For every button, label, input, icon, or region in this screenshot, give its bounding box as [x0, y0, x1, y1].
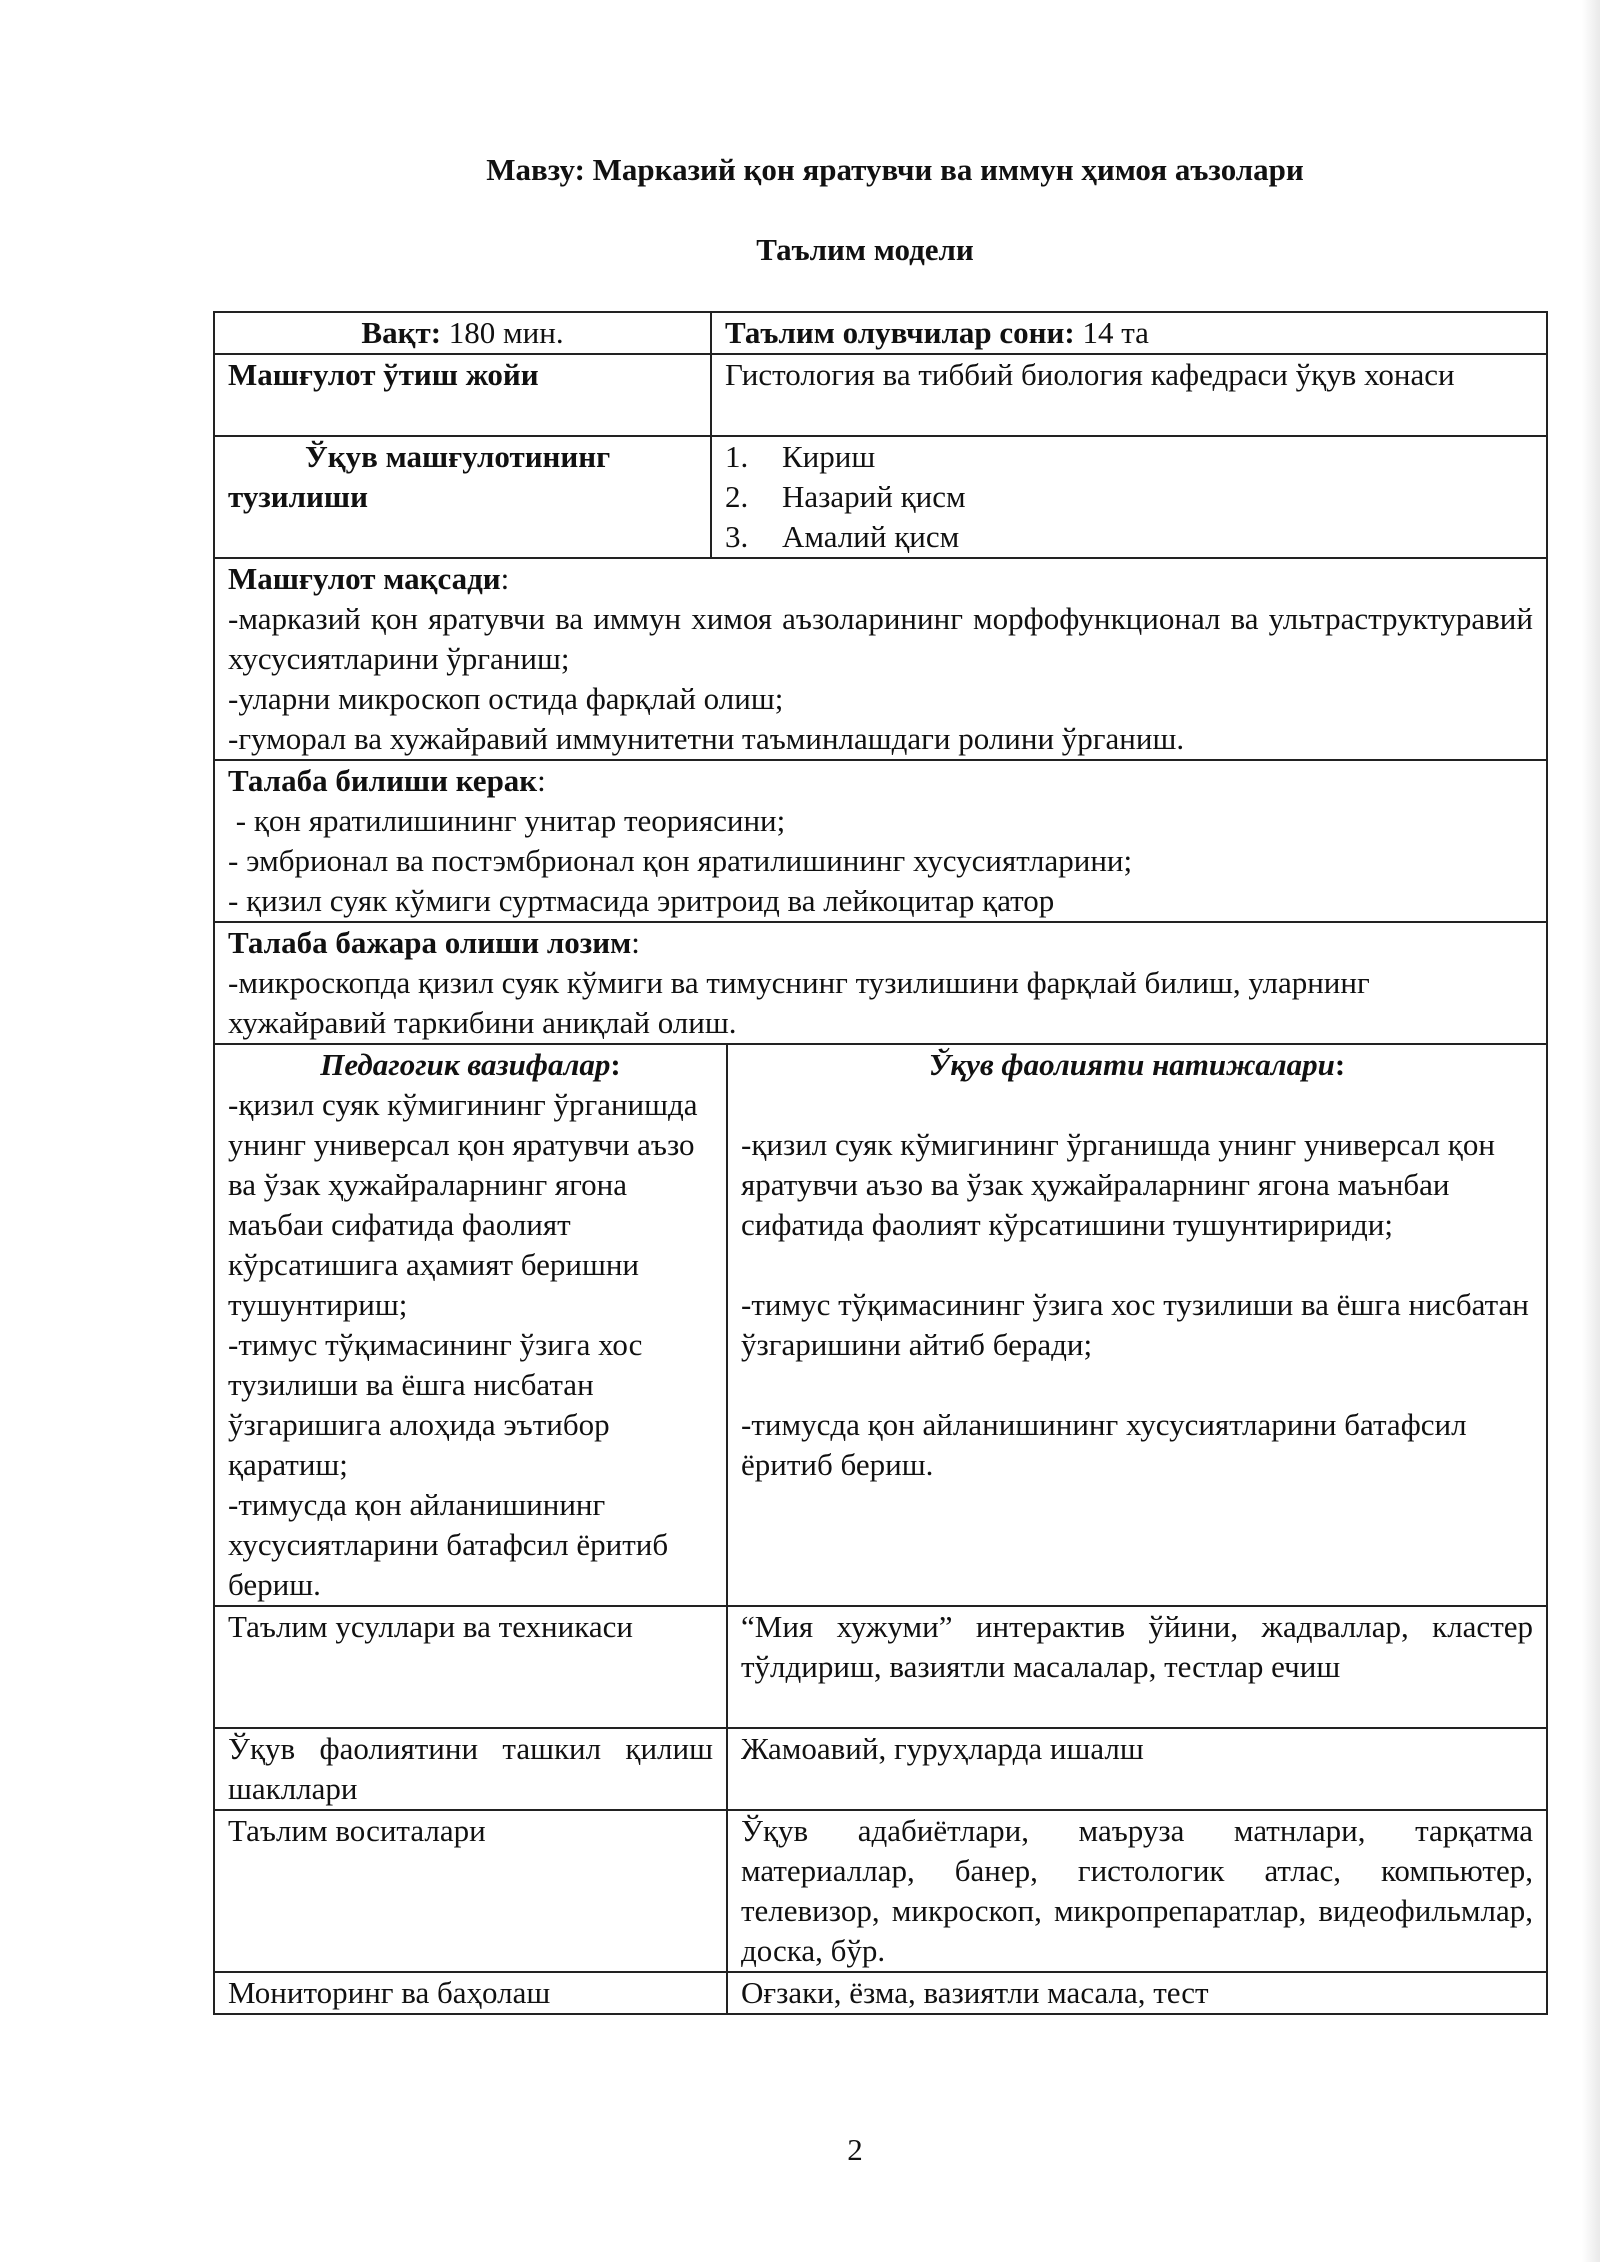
pedagogic-item: -қизил суяк кўмигининг ўрганишда унинг универсал қон яратувчи аъзо ва ўзак ҳужайраларнинг ягона маъбаи сифатида фаолият кўрсатишига аҳамият беришни тушунтириш;: [228, 1087, 698, 1322]
education-model-table: [213, 311, 1548, 2015]
results-cell: [727, 1044, 1547, 1606]
table-row: [214, 1044, 1547, 1606]
monitor-label: Мониторинг ва баҳолаш: [214, 1972, 727, 2014]
students-label: Таълим олувчилар сони:: [725, 315, 1075, 350]
results-item: -тимус тўқимасининг ўзига хос тузилиши ва ёшга нисбатан ўзгаришини айтиб беради;: [741, 1287, 1529, 1362]
know-label: Талаба билиши керак: [228, 763, 538, 798]
list-item: [725, 477, 1533, 517]
do-cell: [214, 922, 1547, 1044]
structure-list: [725, 437, 1533, 557]
monitor-value: Оғзаки, ёзма, вазиятли масала, тест: [727, 1972, 1547, 2014]
goal-line: -гуморал ва хужайравий иммунитетни таъминлашдаги ролини ўрганиш.: [228, 721, 1185, 756]
results-item: -қизил суяк кўмигининг ўрганишда унинг универсал қон яратувчи аъзо ва ўзак ҳужайраларнинг ягона маънбаи сифатида фаолият кўрсатишини тушунтиририди;: [741, 1127, 1495, 1242]
goal-colon: :: [500, 561, 510, 596]
page-title: Мавзу: Марказий қон яратувчи ва иммун ҳимоя аъзолари: [486, 152, 1304, 187]
know-line: - қон яратилишининг унитар теориясини;: [228, 803, 786, 838]
pedagogic-colon: :: [610, 1047, 621, 1082]
list-text: Назарий қисм: [782, 479, 966, 514]
list-number: 3.: [725, 519, 749, 554]
list-text: Кириш: [782, 439, 876, 474]
results-heading: [741, 1045, 1533, 1085]
do-heading: [228, 923, 1533, 963]
know-heading: [228, 761, 1533, 801]
do-text: -микроскопда қизил суяк кўмиги ва тимуснинг тузилишини фарқлай билиш, уларнинг хужайравий таркибини аниқлай олиш.: [228, 965, 1370, 1040]
results-label: Ўқув фаолияти натижалари: [928, 1047, 1335, 1082]
know-line: - эмбрионал ва постэмбрионал қон яратилишининг хусусиятларини;: [228, 843, 1133, 878]
results-colon: :: [1334, 1047, 1346, 1082]
methods-value: “Мия хужуми” интерактив ўйини, жадваллар, кластер тўлдириш, вазиятли масалалар, тестлар ечиш: [727, 1606, 1547, 1728]
know-line: - қизил суяк кўмиги суртмасида эритроид ва лейкоцитар қатор: [228, 883, 1055, 918]
page-number: 2: [847, 2132, 863, 2167]
results-item: -тимусда қон айланишининг хусусиятларини батафсил ёритиб бериш.: [741, 1407, 1467, 1482]
know-cell: [214, 760, 1547, 922]
pedagogic-label: Педагогик вазифалар: [320, 1047, 611, 1082]
means-value: Ўқув адабиётлари, маъруза матнлари, тарқатма материаллар, банер, гистологик атлас, компьютер, телевизор, микроскоп, микропрепаратлар, видеофильмлар, доска, бўр.: [727, 1810, 1547, 1972]
do-label: Талаба бажара олиши лозим: [228, 925, 632, 960]
students-cell: [711, 312, 1547, 354]
structure-label: Ўқув машғулотининг тузилиши: [214, 436, 711, 558]
page-subtitle: Таълим модели: [756, 232, 974, 267]
pedagogic-heading: [228, 1045, 713, 1085]
goal-cell: [214, 558, 1547, 760]
table-row: [214, 1606, 1547, 1728]
structure-cell: [711, 436, 1547, 558]
means-label: Таълим воситалари: [214, 1810, 727, 1972]
list-text: Амалий қисм: [782, 519, 960, 554]
pedagogic-item: -тимусда қон айланишининг хусусиятларини батафсил ёритиб бериш.: [228, 1487, 669, 1602]
methods-label: Таълим усуллари ва техникаси: [214, 1606, 727, 1728]
know-colon: :: [537, 763, 546, 798]
list-number: 2.: [725, 479, 749, 514]
students-value: 14 та: [1074, 315, 1149, 350]
goal-line: -марказий қон яратувчи ва иммун химоя аъзоларининг морфофункционал ва ультраструктуравий хусусиятларини ўрганиш;: [228, 601, 1533, 676]
table-row: [214, 558, 1547, 760]
goal-heading: [228, 559, 1533, 599]
table-row: [214, 1810, 1547, 1972]
table-row: [214, 436, 1547, 558]
forms-label: Ўқув фаолиятини ташкил қилиш шакллари: [214, 1728, 727, 1810]
table-row: [214, 312, 1547, 354]
goal-line: -уларни микроскоп остида фарқлай олиш;: [228, 681, 784, 716]
table-row: [214, 1728, 1547, 1810]
do-colon: :: [631, 925, 640, 960]
time-cell: [214, 312, 711, 354]
table-row: [214, 760, 1547, 922]
table-row: [214, 922, 1547, 1044]
time-value: 180 мин.: [441, 315, 564, 350]
scan-edge-shadow: [1582, 0, 1600, 2262]
location-label: Машғулот ўтиш жойи: [214, 354, 711, 436]
forms-value: Жамоавий, гуруҳларда ишалш: [727, 1728, 1547, 1810]
pedagogic-item: -тимус тўқимасининг ўзига хос тузилиши ва ёшга нисбатан ўзгаришига алоҳида эътибор қаратиш;: [228, 1327, 643, 1482]
table-row: [214, 354, 1547, 436]
pedagogic-cell: [214, 1044, 727, 1606]
goal-label: Машғулот мақсади: [228, 561, 501, 596]
list-number: 1.: [725, 439, 749, 474]
list-item: [725, 437, 1533, 477]
location-value: Гистология ва тиббий биология кафедраси ўқув хонаси: [711, 354, 1547, 436]
list-item: [725, 517, 1533, 557]
time-label: Вақт:: [361, 315, 442, 350]
table-row: [214, 1972, 1547, 2014]
